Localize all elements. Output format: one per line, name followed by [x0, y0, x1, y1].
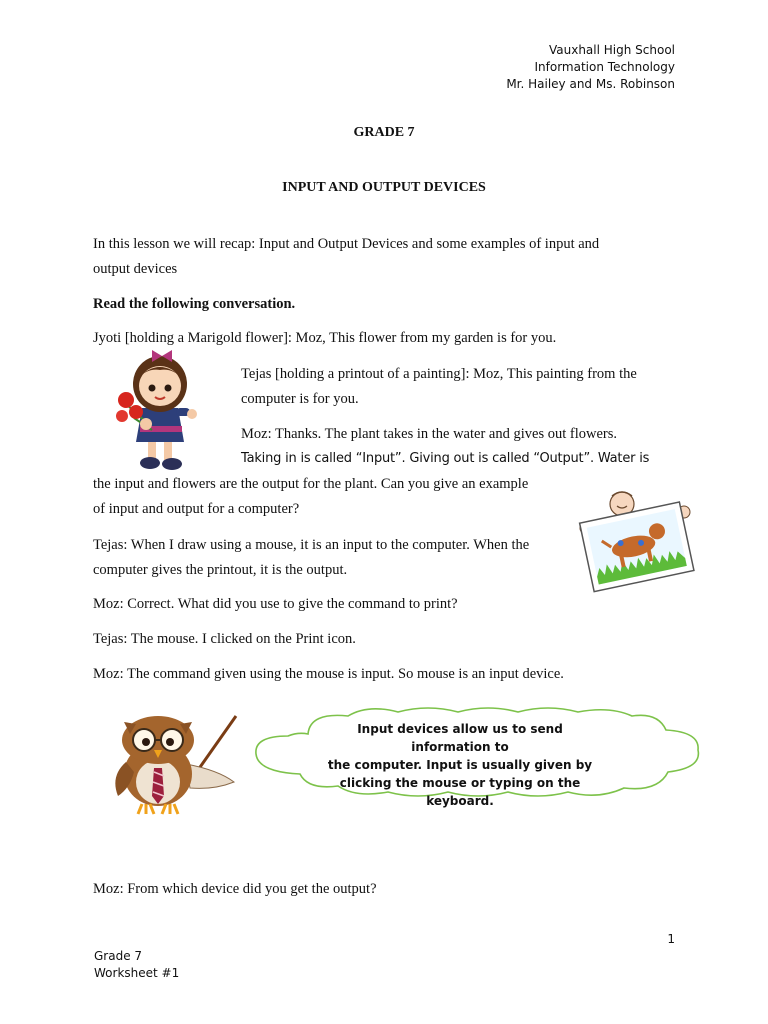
footer-grade: Grade 7: [94, 949, 143, 963]
jyoti-line: Jyoti [holding a Marigold flower]: Moz, This flower from my garden is for you.: [93, 330, 557, 346]
moz-line-1d: of input and output for a computer?: [93, 501, 300, 517]
cloud-text: [318, 720, 602, 810]
document-header: [506, 42, 675, 93]
tejas-line-3: Tejas: The mouse. I clicked on the Print icon.: [93, 631, 356, 647]
intro-line-2: output devices: [93, 261, 178, 277]
grade-title: GRADE 7: [353, 125, 415, 140]
girl-with-flowers-illustration: [112, 350, 204, 472]
cloud-line-2: the computer. Input is usually given by: [327, 758, 593, 772]
instruction: Read the following conversation.: [93, 296, 296, 312]
tejas-line-1a: Tejas [holding a printout of a painting]: Moz, This painting from the: [241, 366, 637, 382]
moz-line-3: Moz: The command given using the mouse is input. So mouse is an input device.: [93, 666, 564, 682]
subject-name: Information Technology: [534, 60, 675, 74]
moz-line-2: Moz: Correct. What did you use to give the command to print?: [93, 596, 458, 612]
teacher-names: Mr. Hailey and Ms. Robinson: [506, 77, 675, 91]
tejas-line-2b: computer gives the printout, it is the output.: [93, 562, 348, 578]
moz-line-1c: the input and flowers are the output for the plant. Can you give an example: [93, 476, 529, 492]
cloud-line-3: clicking the mouse or typing on the keyboard.: [339, 776, 581, 808]
moz-line-4: Moz: From which device did you get the output?: [93, 881, 377, 897]
lesson-title: INPUT AND OUTPUT DEVICES: [282, 180, 486, 195]
page-number: 1: [667, 932, 675, 946]
school-name: Vauxhall High School: [548, 43, 675, 57]
tejas-line-2a: Tejas: When I draw using a mouse, it is an input to the computer. When the: [93, 537, 530, 553]
document-footer: [94, 948, 179, 982]
moz-line-1a: Moz: Thanks. The plant takes in the water and gives out flowers.: [241, 426, 617, 442]
intro-line-1: In this lesson we will recap: Input and Output Devices and some examples of input and: [93, 236, 600, 252]
cloud-line-1: Input devices allow us to send information to: [357, 722, 563, 754]
owl-teacher-illustration: [106, 712, 246, 818]
footer-worksheet: Worksheet #1: [94, 966, 180, 980]
tejas-line-1b: computer is for you.: [241, 391, 359, 407]
boy-with-painting-illustration: [572, 488, 700, 604]
moz-line-1b: Taking in is called “Input”. Giving out is called “Output”. Water is: [241, 451, 650, 466]
